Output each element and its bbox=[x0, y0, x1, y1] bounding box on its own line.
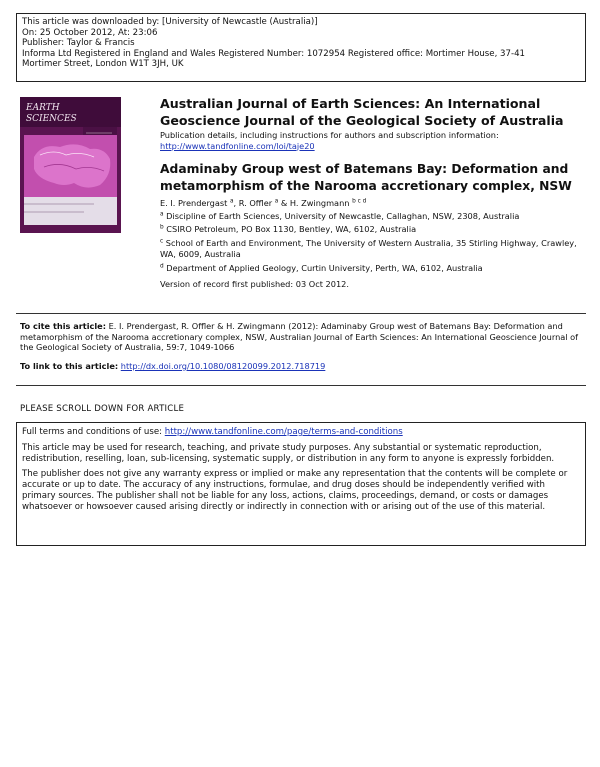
cover-title-line1: EARTH bbox=[26, 103, 60, 113]
citation-text: E. I. Prendergast, R. Offler & H. Zwingmann (2012): Adaminaby Group west of Batemans Bay: Deformation and metamorphism of the Narooma accretionary complex, NSW, Australian Journal of Earth Sciences: An International Geoscience Journal of the Geological Society of Australia, 59:7, 1049-1066 bbox=[20, 321, 579, 353]
terms-label: Full terms and conditions of use: bbox=[22, 427, 165, 437]
affiliation-text-continued: WA, 6009, Australia bbox=[160, 249, 241, 260]
terms-line bbox=[22, 427, 580, 438]
affiliation-d bbox=[160, 263, 590, 274]
terms-box bbox=[16, 422, 586, 546]
author-separator: & bbox=[278, 198, 290, 208]
article-link-label: To link to this article: bbox=[20, 361, 119, 371]
scroll-notice: PLEASE SCROLL DOWN FOR ARTICLE bbox=[20, 404, 185, 414]
affiliation-b bbox=[160, 224, 590, 235]
journal-cover-image bbox=[20, 97, 121, 233]
journal-title bbox=[160, 95, 590, 129]
author-affiliation-mark: a bbox=[229, 198, 234, 205]
publication-details-text: Publication details, including instructions for authors and subscription information: bbox=[160, 130, 499, 140]
author-affiliation-mark: a bbox=[274, 198, 279, 205]
article-title-line2: metamorphism of the Narooma accretionary complex, NSW bbox=[160, 179, 572, 193]
journal-url-link[interactable]: http://www.tandfonline.com/loi/taje20 bbox=[160, 140, 315, 151]
affiliation-text: School of Earth and Environment, The University of Western Australia, 35 Stirling Highway, Crawley, bbox=[165, 238, 577, 248]
author-affiliation-mark: b c d bbox=[352, 198, 367, 205]
affiliation-mark: d bbox=[160, 263, 164, 270]
download-date-line: On: 25 October 2012, At: 23:06 bbox=[22, 27, 158, 38]
author-name: E. I. Prendergast bbox=[160, 198, 228, 208]
terms-paragraph-usage: This article may be used for research, teaching, and private study purposes. Any substantial or systematic reproduction, redistribution, reselling, loan, sub-licensing, systematic supply, or distribution in any form to anyone is expressly forbidden. bbox=[22, 442, 555, 464]
article-title-line1: Adaminaby Group west of Batemans Bay: Deformation and bbox=[160, 162, 569, 176]
address-line: Mortimer Street, London W1T 3JH, UK bbox=[22, 59, 184, 70]
author-separator: , bbox=[233, 198, 239, 208]
download-source-line: This article was downloaded by: [University of Newcastle (Australia)] bbox=[22, 17, 318, 27]
affiliation-mark: b bbox=[160, 224, 164, 231]
affiliation-mark: c bbox=[160, 238, 164, 245]
citation-label: To cite this article: bbox=[20, 321, 106, 331]
affiliation-a bbox=[160, 211, 590, 222]
article-link-line bbox=[20, 361, 580, 371]
affiliation-c bbox=[160, 238, 590, 261]
doi-link[interactable]: http://dx.doi.org/10.1080/08120099.2012.718719 bbox=[120, 361, 326, 371]
affiliation-text: CSIRO Petroleum, PO Box 1130, Bentley, WA, 6102, Australia bbox=[166, 224, 417, 234]
publisher-line: Publisher: Taylor & Francis bbox=[22, 38, 135, 49]
author-list bbox=[160, 198, 590, 209]
journal-title-line1: Australian Journal of Earth Sciences: An International bbox=[160, 96, 541, 111]
author-name: R. Offler bbox=[238, 198, 273, 208]
affiliation-text: Discipline of Earth Sciences, University of Newcastle, Callaghan, NSW, 2308, Australia bbox=[166, 211, 520, 221]
terms-paragraph-disclaimer: The publisher does not give any warranty express or implied or make any representation that the contents will be complete or accurate or up to date. The accuracy of any instructions, formulae, and drug doses should be independently verified with primary sources. The publisher shall not be liable for any loss, actions, claims, proceedings, demand, or costs or damages whatsoever or howsoever caused arising directly or indirectly in connection with or arising out of the use of this material. bbox=[22, 469, 568, 512]
author-name: H. Zwingmann bbox=[289, 198, 350, 208]
version-of-record: Version of record first published: 03 Oct 2012. bbox=[160, 279, 349, 289]
citation-block bbox=[20, 321, 580, 353]
affiliation-mark: a bbox=[160, 211, 164, 218]
registration-line: Informa Ltd Registered in England and Wales Registered Number: 1072954 Registered office: Mortimer House, 37-41 bbox=[22, 48, 526, 59]
divider-bottom bbox=[16, 385, 586, 386]
publication-details bbox=[160, 130, 590, 151]
journal-title-line2: Geoscience Journal of the Geological Society of Australia bbox=[160, 113, 564, 128]
affiliation-text: Department of Applied Geology, Curtin University, Perth, WA, 6102, Australia bbox=[166, 263, 483, 273]
divider-top bbox=[16, 313, 586, 314]
terms-link[interactable]: http://www.tandfonline.com/page/terms-and-conditions bbox=[164, 427, 403, 437]
download-info-box bbox=[16, 13, 586, 82]
article-title bbox=[160, 161, 590, 195]
cover-title-line2: SCIENCES bbox=[26, 114, 77, 124]
